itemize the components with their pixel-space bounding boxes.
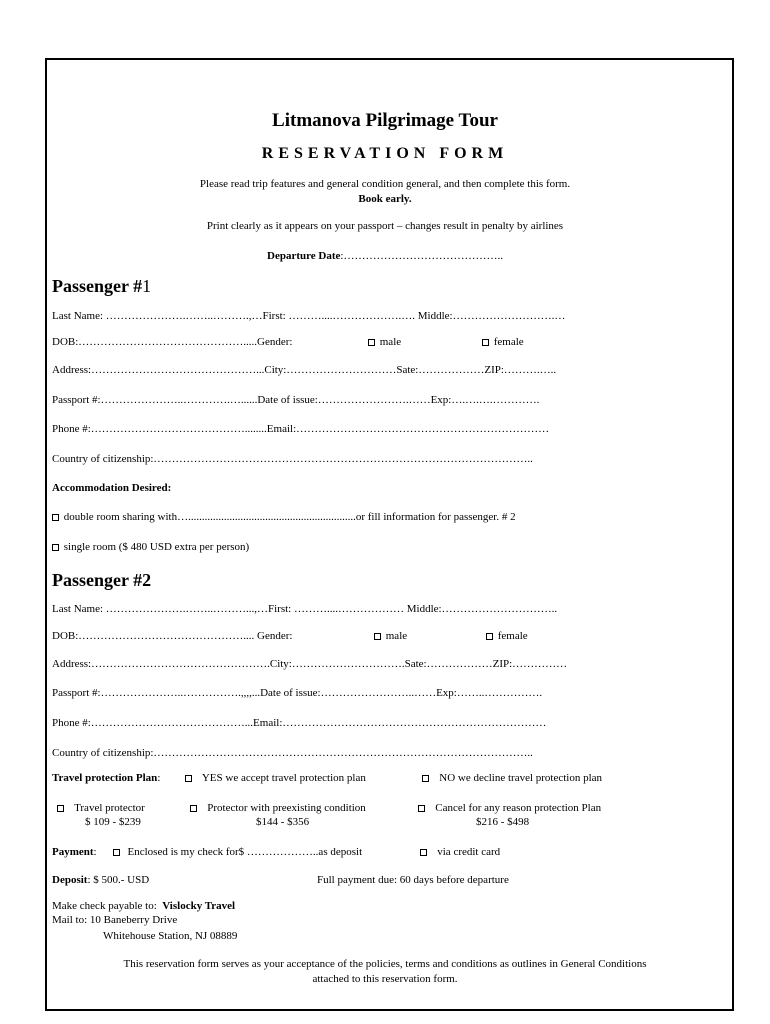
- p1-phone-field[interactable]: Phone #:……………………………………........Email:……………………………………………………………: [52, 423, 550, 435]
- p1-address-field[interactable]: Address:………………………………………...City:…………………………Sate:………………ZIP:……….…..: [52, 364, 557, 376]
- cancel-any-reason-option[interactable]: Cancel for any reason protection Plan: [418, 802, 601, 814]
- p1-dob-field[interactable]: DOB:……………………………………….....Gender:: [52, 336, 293, 348]
- checkbox-icon[interactable]: [57, 805, 64, 812]
- travel-yes-option[interactable]: YES we accept travel protection plan: [185, 772, 366, 784]
- departure-field[interactable]: :……………………………………..: [340, 250, 503, 262]
- cancel-any-reason-price: $216 - $498: [476, 816, 530, 828]
- checkbox-icon[interactable]: [52, 514, 59, 521]
- p1-name-field[interactable]: Last Name: ………………….……..……….,…First: ………....……………….…. Middle:……………………….…: [52, 310, 566, 322]
- departure-label: Departure Date: [267, 250, 341, 262]
- p2-phone-field[interactable]: Phone #:……………………………………...Email:………………………………………………………………: [52, 717, 547, 729]
- book-early: Book early.: [358, 193, 412, 205]
- travel-protector-price: $ 109 - $239: [85, 816, 141, 828]
- single-room-option[interactable]: single room ($ 480 USD extra per person): [52, 541, 249, 553]
- checkbox-icon[interactable]: [368, 339, 375, 346]
- deposit-info: Deposit: $ 500.- USD: [52, 874, 150, 886]
- full-payment-info: Full payment due: 60 days before departure: [317, 874, 509, 886]
- travel-no-option[interactable]: NO we decline travel protection plan: [422, 772, 602, 784]
- checkbox-icon[interactable]: [190, 805, 197, 812]
- checkbox-icon[interactable]: [486, 633, 493, 640]
- mail-address: Mail to: 10 Baneberry Drive: [52, 914, 178, 926]
- double-room-option[interactable]: double room sharing with….............................................................or fill information for passenger. # 2: [52, 511, 516, 523]
- p2-name-field[interactable]: Last Name: ………………….……..………...,…First: ………....……………… Middle:…………………………..: [52, 603, 558, 615]
- checkbox-icon[interactable]: [422, 775, 429, 782]
- passenger-2-heading: Passenger #2: [52, 570, 152, 590]
- checkbox-icon[interactable]: [52, 544, 59, 551]
- checkbox-icon[interactable]: [420, 849, 427, 856]
- p2-female-option[interactable]: female: [486, 630, 528, 642]
- passenger-1-heading: Passenger #1: [52, 276, 152, 296]
- departure-date[interactable]: [0, 250, 770, 262]
- payable-to: Make check payable to: Vislocky Travel: [52, 900, 236, 912]
- p1-female-option[interactable]: female: [482, 336, 524, 348]
- p2-male-option[interactable]: male: [374, 630, 407, 642]
- p2-passport-field[interactable]: Passport #:…………………..…………….,,,,...Date of issue:……………………..……Exp:……..…………….: [52, 687, 543, 699]
- footer-line-1: This reservation form serves as your acceptance of the policies, terms and conditions as outlines in General Conditions: [123, 958, 647, 970]
- checkbox-icon[interactable]: [185, 775, 192, 782]
- credit-card-option[interactable]: via credit card: [420, 846, 500, 858]
- payment-label: Payment:: [52, 846, 97, 858]
- form-title: Litmanova Pilgrimage Tour: [272, 110, 498, 131]
- checkbox-icon[interactable]: [113, 849, 120, 856]
- preexisting-price: $144 - $356: [256, 816, 310, 828]
- checkbox-icon[interactable]: [418, 805, 425, 812]
- intro-text: Please read trip features and general condition general, and then complete this form.: [199, 178, 571, 190]
- footer-line-2: attached to this reservation form.: [312, 973, 458, 985]
- check-option[interactable]: Enclosed is my check for$ ………………..as deposit: [113, 846, 362, 858]
- p2-dob-field[interactable]: DOB:……………………………………….... Gender:: [52, 630, 293, 642]
- p1-passport-field[interactable]: Passport #:…………………..………….…......Date of issue:…………………….……Exp:….….….………….: [52, 394, 540, 406]
- accommodation-label: Accommodation Desired:: [52, 482, 172, 494]
- preexisting-option[interactable]: Protector with preexisting condition: [190, 802, 366, 814]
- travel-protector-option[interactable]: Travel protector: [57, 802, 145, 814]
- checkbox-icon[interactable]: [482, 339, 489, 346]
- p2-country-field[interactable]: Country of citizenship:…………………………………………………………………………………………..: [52, 747, 533, 759]
- form-subtitle: RESERVATION FORM: [261, 145, 509, 162]
- print-note: Print clearly as it appears on your passport – changes result in penalty by airlines: [206, 220, 564, 232]
- mail-city: Whitehouse Station, NJ 08889: [103, 930, 238, 942]
- p1-country-field[interactable]: Country of citizenship:…………………………………………………………………………………………..: [52, 453, 533, 465]
- checkbox-icon[interactable]: [374, 633, 381, 640]
- p1-male-option[interactable]: male: [368, 336, 401, 348]
- p2-address-field[interactable]: Address:………………………………………….City:………………………….Sate:………………ZIP:……………: [52, 658, 568, 670]
- travel-protection-label: Travel protection Plan:: [52, 772, 161, 784]
